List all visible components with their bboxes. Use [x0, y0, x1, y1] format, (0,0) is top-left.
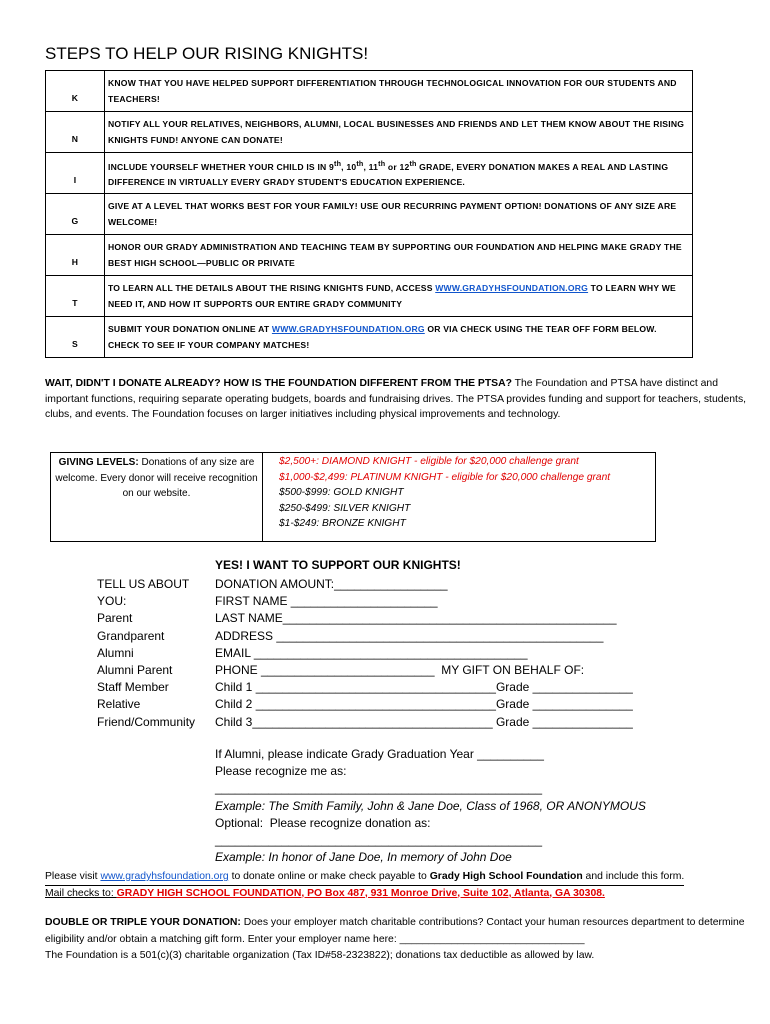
child3-field[interactable]: Child 3____________________________________ Grade _______________	[215, 714, 633, 729]
form-heading: YES! I WANT TO SUPPORT OUR KNIGHTS!	[215, 558, 461, 572]
matching-section: DOUBLE OR TRIPLE YOUR DONATION: Does your employer match charitable contributions? Contact your human resources department to determine eligibility and/or obtain a matching gift form. Enter your employer name here: ________________________________ The Foundation is a 501(c)(3) charitable organization (Tax ID#58-2323822); donations tax deductible as allowed by law.	[45, 915, 761, 965]
first-name-field[interactable]: FIRST NAME ______________________	[215, 594, 438, 609]
step-letter: S	[46, 317, 105, 358]
step-letter: T	[46, 276, 105, 317]
recognition-section	[215, 746, 715, 866]
step-text: TO LEARN ALL THE DETAILS ABOUT THE RISING KNIGHTS FUND, ACCESS WWW.GRADYHSFOUNDATION.ORG TO LEARN WHY WE NEED IT, AND HOW IT SUPPORTS OUR ENTIRE GRADY COMMUNITY	[105, 276, 693, 317]
donation-fields	[215, 576, 715, 731]
table-row	[46, 153, 693, 194]
ptsa-paragraph: WAIT, DIDN'T I DONATE ALREADY? HOW IS THE FOUNDATION DIFFERENT FROM THE PTSA? The Foundation and PTSA have distinct and important functions, requiring separate operating budgets, boards and fundraising drives. The PTSA provides funding and support for teachers, students, clubs, and events. The Foundation focuses on larger initiatives including physical improvements and technology.	[45, 378, 747, 420]
child2-field[interactable]: Child 2 ____________________________________Grade _______________	[215, 697, 633, 712]
example-text: Example: The Smith Family, John & Jane Doe, Class of 1968, OR ANONYMOUS	[215, 798, 646, 813]
table-row	[46, 194, 693, 235]
step-text: SUBMIT YOUR DONATION ONLINE AT WWW.GRADYHSFOUNDATION.ORG OR VIA CHECK USING THE TEAR OFF FORM BELOW. CHECK TO SEE IF YOUR COMPANY MATCHES!	[105, 317, 693, 358]
option-relative[interactable]: Relative	[97, 697, 141, 712]
step-text: INCLUDE YOURSELF WHETHER YOUR CHILD IS IN 9th, 10th, 11th or 12th GRADE, EVERY DONATION MAKES A REAL AND LASTING DIFFERENCE IN VIRTUALLY EVERY GRADY STUDENT'S EDUCATION EXPERIENCE.	[105, 153, 693, 194]
steps-table	[45, 70, 693, 358]
website-link[interactable]: www.gradyhsfoundation.org	[100, 871, 229, 882]
level-silver: $250-$499: SILVER KNIGHT	[279, 502, 411, 514]
donation-amount-field[interactable]: DONATION AMOUNT:_________________	[215, 577, 448, 591]
recognize-label: Please recognize me as:	[215, 764, 347, 779]
level-platinum: $1,000-$2,499: PLATINUM KNIGHT - eligible for $20,000 challenge grant	[279, 471, 611, 483]
graduation-year-field[interactable]: If Alumni, please indicate Grady Graduation Year __________	[215, 747, 544, 761]
level-gold: $500-$999: GOLD KNIGHT	[279, 487, 404, 498]
option-alumni[interactable]: Alumni	[97, 645, 134, 660]
giving-levels-box	[50, 452, 656, 542]
giving-levels-note: GIVING LEVELS: Donations of any size are welcome. Every donor will receive recognition on our website.	[51, 453, 263, 541]
option-grandparent[interactable]: Grandparent	[97, 628, 165, 643]
option-alumni-parent[interactable]: Alumni Parent	[97, 663, 173, 678]
honor-field[interactable]: _________________________________________________	[215, 833, 543, 848]
optional-label: Optional: Please recognize donation as:	[215, 815, 431, 830]
step-text: GIVE AT A LEVEL THAT WORKS BEST FOR YOUR FAMILY! USE OUR RECURRING PAYMENT OPTION! DONATIONS OF ANY SIZE ARE WELCOME!	[105, 194, 693, 235]
mail-address: GRADY HIGH SCHOOL FOUNDATION, PO Box 487, 931 Monroe Drive, Suite 102, Atlanta, GA 30308.	[116, 887, 605, 899]
table-row	[46, 276, 693, 317]
child1-field[interactable]: Child 1 ____________________________________Grade _______________	[215, 680, 633, 695]
option-staff-member[interactable]: Staff Member	[97, 680, 169, 695]
phone-field[interactable]: PHONE __________________________ MY GIFT ON BEHALF OF:	[215, 663, 585, 678]
foundation-link[interactable]: WWW.GRADYHSFOUNDATION.ORG	[435, 283, 589, 293]
visit-section: Please visit www.gradyhsfoundation.org to donate online or make check payable to Grady High School Foundation and include this form. Mail checks to: GRADY HIGH SCHOOL FOUNDATION, PO Box 487, 931 Monroe Drive, Suite 102, Atlanta, GA 30308.	[45, 869, 684, 901]
step-text: KNOW THAT YOU HAVE HELPED SUPPORT DIFFERENTIATION THROUGH TECHNOLOGICAL INNOVATION FOR OUR STUDENTS AND TEACHERS!	[105, 71, 693, 112]
step-text: NOTIFY ALL YOUR RELATIVES, NEIGHBORS, ALUMNI, LOCAL BUSINESSES AND FRIENDS AND LET THEM KNOW ABOUT THE RISING KNIGHTS FUND! ANYONE CAN DONATE!	[105, 112, 693, 153]
option-friend-community[interactable]: Friend/Community	[97, 714, 196, 729]
mail-line: Mail checks to: GRADY HIGH SCHOOL FOUNDATION, PO Box 487, 931 Monroe Drive, Suite 102, Atlanta, GA 30308.	[45, 887, 605, 899]
step-letter: H	[46, 235, 105, 276]
table-row	[46, 71, 693, 112]
level-bronze: $1-$249: BRONZE KNIGHT	[279, 518, 406, 529]
relationship-list: TELL US ABOUT YOU: Parent Grandparent Alumni Alumni Parent Staff Member Relative Friend/Community	[97, 576, 207, 731]
table-row	[46, 112, 693, 153]
recognize-field[interactable]: _________________________________________________	[215, 781, 543, 796]
example-text: Example: In honor of Jane Doe, In memory of John Doe	[215, 850, 512, 865]
tax-note: The Foundation is a 501(c)(3) charitable organization (Tax ID#58-2323822); donations tax deductible as allowed by law.	[45, 950, 595, 961]
table-row	[46, 235, 693, 276]
page-title: STEPS TO HELP OUR RISING KNIGHTS!	[45, 44, 369, 63]
level-diamond: $2,500+: DIAMOND KNIGHT - eligible for $20,000 challenge grant	[279, 456, 579, 467]
last-name-field[interactable]: LAST NAME__________________________________________________	[215, 611, 617, 626]
step-letter: G	[46, 194, 105, 235]
step-letter: N	[46, 112, 105, 153]
option-parent[interactable]: Parent	[97, 611, 133, 626]
giving-levels-list	[263, 453, 655, 541]
table-row	[46, 317, 693, 358]
step-text: HONOR OUR GRADY ADMINISTRATION AND TEACHING TEAM BY SUPPORTING OUR FOUNDATION AND HELPING MAKE GRADY THE BEST HIGH SCHOOL—PUBLIC OR PRIVATE	[105, 235, 693, 276]
step-letter: K	[46, 71, 105, 112]
foundation-link[interactable]: WWW.GRADYHSFOUNDATION.ORG	[271, 324, 425, 334]
step-letter: I	[46, 153, 105, 194]
email-field[interactable]: EMAIL _________________________________________	[215, 645, 528, 660]
address-field[interactable]: ADDRESS _________________________________________________	[215, 628, 604, 643]
